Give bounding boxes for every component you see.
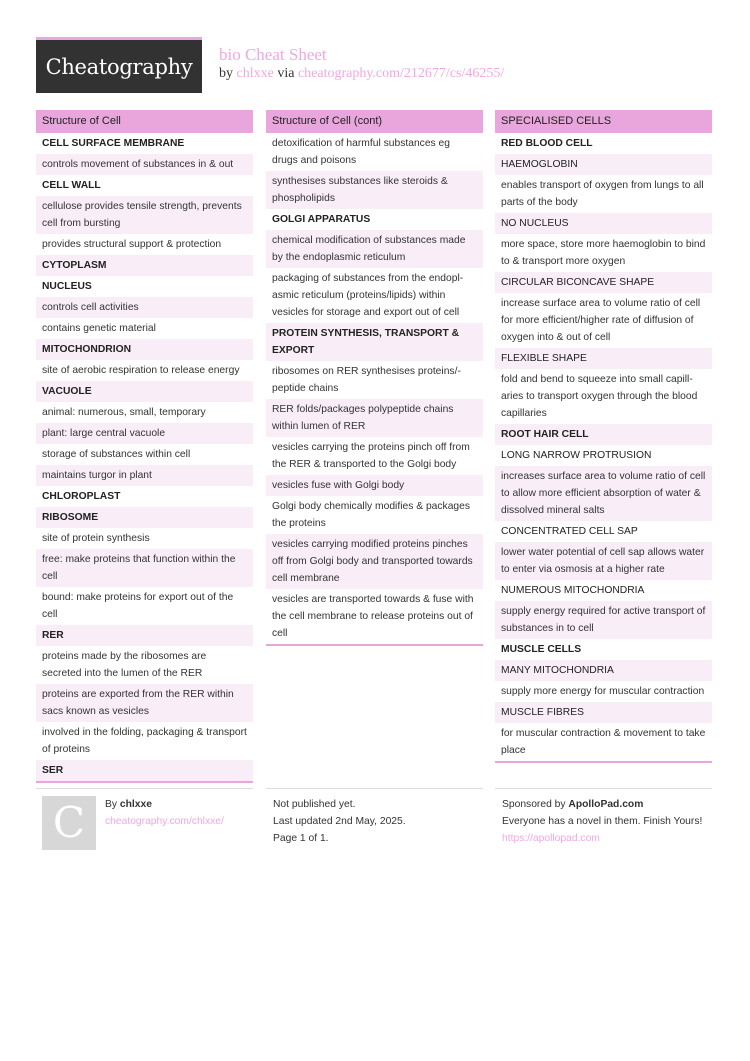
list-item: controls cell activities	[36, 297, 253, 318]
sponsor-name[interactable]: ApolloPad.com	[568, 799, 644, 810]
subsection-heading: CHLOROPLAST	[42, 491, 121, 502]
subsection-heading: RED BLOOD CELL	[501, 138, 593, 149]
list-item: site of protein synthesis	[42, 533, 150, 544]
subsection-heading: HAEMOGLOBIN	[495, 154, 712, 175]
subsection-heading: RER	[36, 625, 253, 646]
list-item: free: make proteins that function within the cell	[36, 549, 253, 587]
byline	[219, 65, 504, 83]
list-item: packaging of substances from the endoplasmic reticulum (proteins/lipids) within vesicles for storage and export out of cell	[272, 273, 464, 318]
list-item: RER folds/packages polypeptide chains within lumen of RER	[266, 399, 483, 437]
footer-divider	[36, 788, 253, 789]
footer-author	[105, 796, 253, 830]
list-item: vesicles carrying the proteins pinch off from the RER & transported to the Golgi body	[272, 442, 470, 470]
subsection-heading: CELL SURFACE MEMBRANE	[42, 138, 185, 149]
subsection-heading: MUSCLE FIBRES	[495, 702, 712, 723]
subsection-heading: SER	[36, 760, 253, 781]
logo-text: Cheatography	[45, 55, 193, 79]
footer-divider	[266, 788, 483, 789]
by-label: By	[105, 799, 118, 810]
byline-via: via	[277, 66, 295, 81]
list-item: proteins made by the ribosomes are secreted into the lumen of the RER	[42, 651, 207, 679]
footer-sponsor	[502, 796, 712, 847]
section-header: SPECIALISED CELLS	[495, 110, 712, 133]
section-body	[266, 133, 483, 646]
list-item: plant: large central vacuole	[36, 423, 253, 444]
list-item: increases surface area to volume ratio of cell to allow more efficient absorption of water & dissolved mineral salts	[495, 466, 712, 521]
byline-by: by	[219, 66, 233, 81]
subsection-heading: MUSCLE CELLS	[501, 644, 582, 655]
list-item: vesicles carrying modified proteins pinches off from Golgi body and transported towards cell membrane	[266, 534, 483, 589]
cheatography-logo[interactable]	[36, 37, 202, 93]
sheet-url-link[interactable]: cheatography.com/212677/cs/46255/	[297, 66, 505, 81]
list-item: supply more energy for muscular contraction	[501, 686, 705, 697]
author-profile-link[interactable]: cheatography.com/chlxxe/	[105, 816, 224, 827]
list-item: vesicles are transported towards & fuse with the cell membrane to release proteins out of cell	[272, 594, 474, 639]
subsection-heading: NUMEROUS MITOCHONDRIA	[501, 585, 645, 596]
list-item: provides structural support & protection	[42, 239, 222, 250]
subsection-heading: MANY MITOCHONDRIA	[495, 660, 712, 681]
author-line	[105, 796, 253, 813]
subsection-heading: CONCENTRATED CELL SAP	[501, 526, 638, 537]
list-item: maintains turgor in plant	[36, 465, 253, 486]
column-structure-of-cell	[36, 110, 253, 783]
sponsor-line	[502, 796, 712, 813]
list-item: ribosomes on RER synthesises proteins/peptide chains	[272, 366, 461, 394]
list-item: site of aerobic respiration to release energy	[42, 365, 240, 376]
subsection-heading: NUCLEUS	[42, 281, 92, 292]
subsection-heading: MITOCHONDRION	[36, 339, 253, 360]
list-item: supply energy required for active transport of substances in to cell	[495, 601, 712, 639]
section-header: Structure of Cell	[36, 110, 253, 133]
list-item: increase surface area to volume ratio of cell for more efficient/higher rate of diffusion of oxygen into & out of cell	[501, 298, 701, 343]
page-number: Page 1 of 1.	[273, 833, 329, 844]
list-item: storage of substances within cell	[42, 449, 191, 460]
subsection-heading: NO NUCLEUS	[495, 213, 712, 234]
list-item: proteins are exported from the RER within sacs known as vesicles	[36, 684, 253, 722]
subsection-heading: ROOT HAIR CELL	[495, 424, 712, 445]
author-link[interactable]: chlxxe	[236, 66, 274, 81]
list-item: Golgi body chemically modifies & packages the proteins	[272, 501, 471, 529]
list-item: synthesises substances like steroids & phospholipids	[266, 171, 483, 209]
subsection-heading: LONG NARROW PROTRUSION	[501, 450, 652, 461]
list-item: vesicles fuse with Golgi body	[266, 475, 483, 496]
footer-divider	[495, 788, 712, 789]
sponsor-label: Sponsored by	[502, 799, 566, 810]
subsection-heading: GOLGI APPARATUS	[272, 214, 371, 225]
subsection-heading: PROTEIN SYNTHESIS, TRANSPORT & EXPORT	[266, 323, 483, 361]
sponsor-link[interactable]: https://apollopad.com	[502, 833, 600, 844]
footer-status	[273, 796, 483, 847]
list-item: animal: numerous, small, temporary	[42, 407, 206, 418]
list-item: fold and bend to squeeze into small capillaries to transport oxygen through the blood capillaries	[501, 374, 698, 419]
section-body	[495, 133, 712, 763]
list-item: bound: make proteins for export out of the cell	[42, 592, 234, 620]
list-item: contains genetic material	[42, 323, 156, 334]
last-updated: Last updated 2nd May, 2025.	[273, 816, 406, 827]
subsection-heading: FLEXIBLE SHAPE	[495, 348, 712, 369]
page-title: bio Cheat Sheet	[219, 45, 327, 64]
publish-status: Not published yet.	[273, 799, 356, 810]
list-item: chemical modification of substances made by the endoplasmic reticulum	[266, 230, 483, 268]
column-specialised-cells	[495, 110, 712, 763]
subsection-heading: RIBOSOME	[36, 507, 253, 528]
subsection-heading: VACUOLE	[36, 381, 253, 402]
subsection-heading: CYTOPLASM	[36, 255, 253, 276]
subsection-heading: CIRCULAR BICONCAVE SHAPE	[495, 272, 712, 293]
column-structure-of-cell-cont	[266, 110, 483, 646]
list-item: lower water potential of cell sap allows water to enter via osmosis at a higher rate	[495, 542, 712, 580]
subsection-heading: CELL WALL	[42, 180, 101, 191]
list-item: involved in the folding, packaging & transport of proteins	[42, 727, 247, 755]
author-name[interactable]: chlxxe	[119, 799, 152, 810]
list-item: more space, store more haemoglobin to bind to & transport more oxygen	[501, 239, 706, 267]
section-header: Structure of Cell (cont)	[266, 110, 483, 133]
avatar[interactable]: C	[42, 796, 96, 850]
list-item: enables transport of oxygen from lungs to all parts of the body	[501, 180, 704, 208]
list-item: cellulose provides tensile strength, prevents cell from bursting	[36, 196, 253, 234]
list-item: controls movement of substances in & out	[36, 154, 253, 175]
list-item: for muscular contraction & movement to take place	[501, 728, 706, 756]
section-body	[36, 133, 253, 783]
sheet-header	[219, 45, 504, 83]
sponsor-text: Everyone has a novel in them. Finish Yours!	[502, 816, 703, 827]
list-item: detoxification of harmful substances eg drugs and poisons	[272, 138, 451, 166]
